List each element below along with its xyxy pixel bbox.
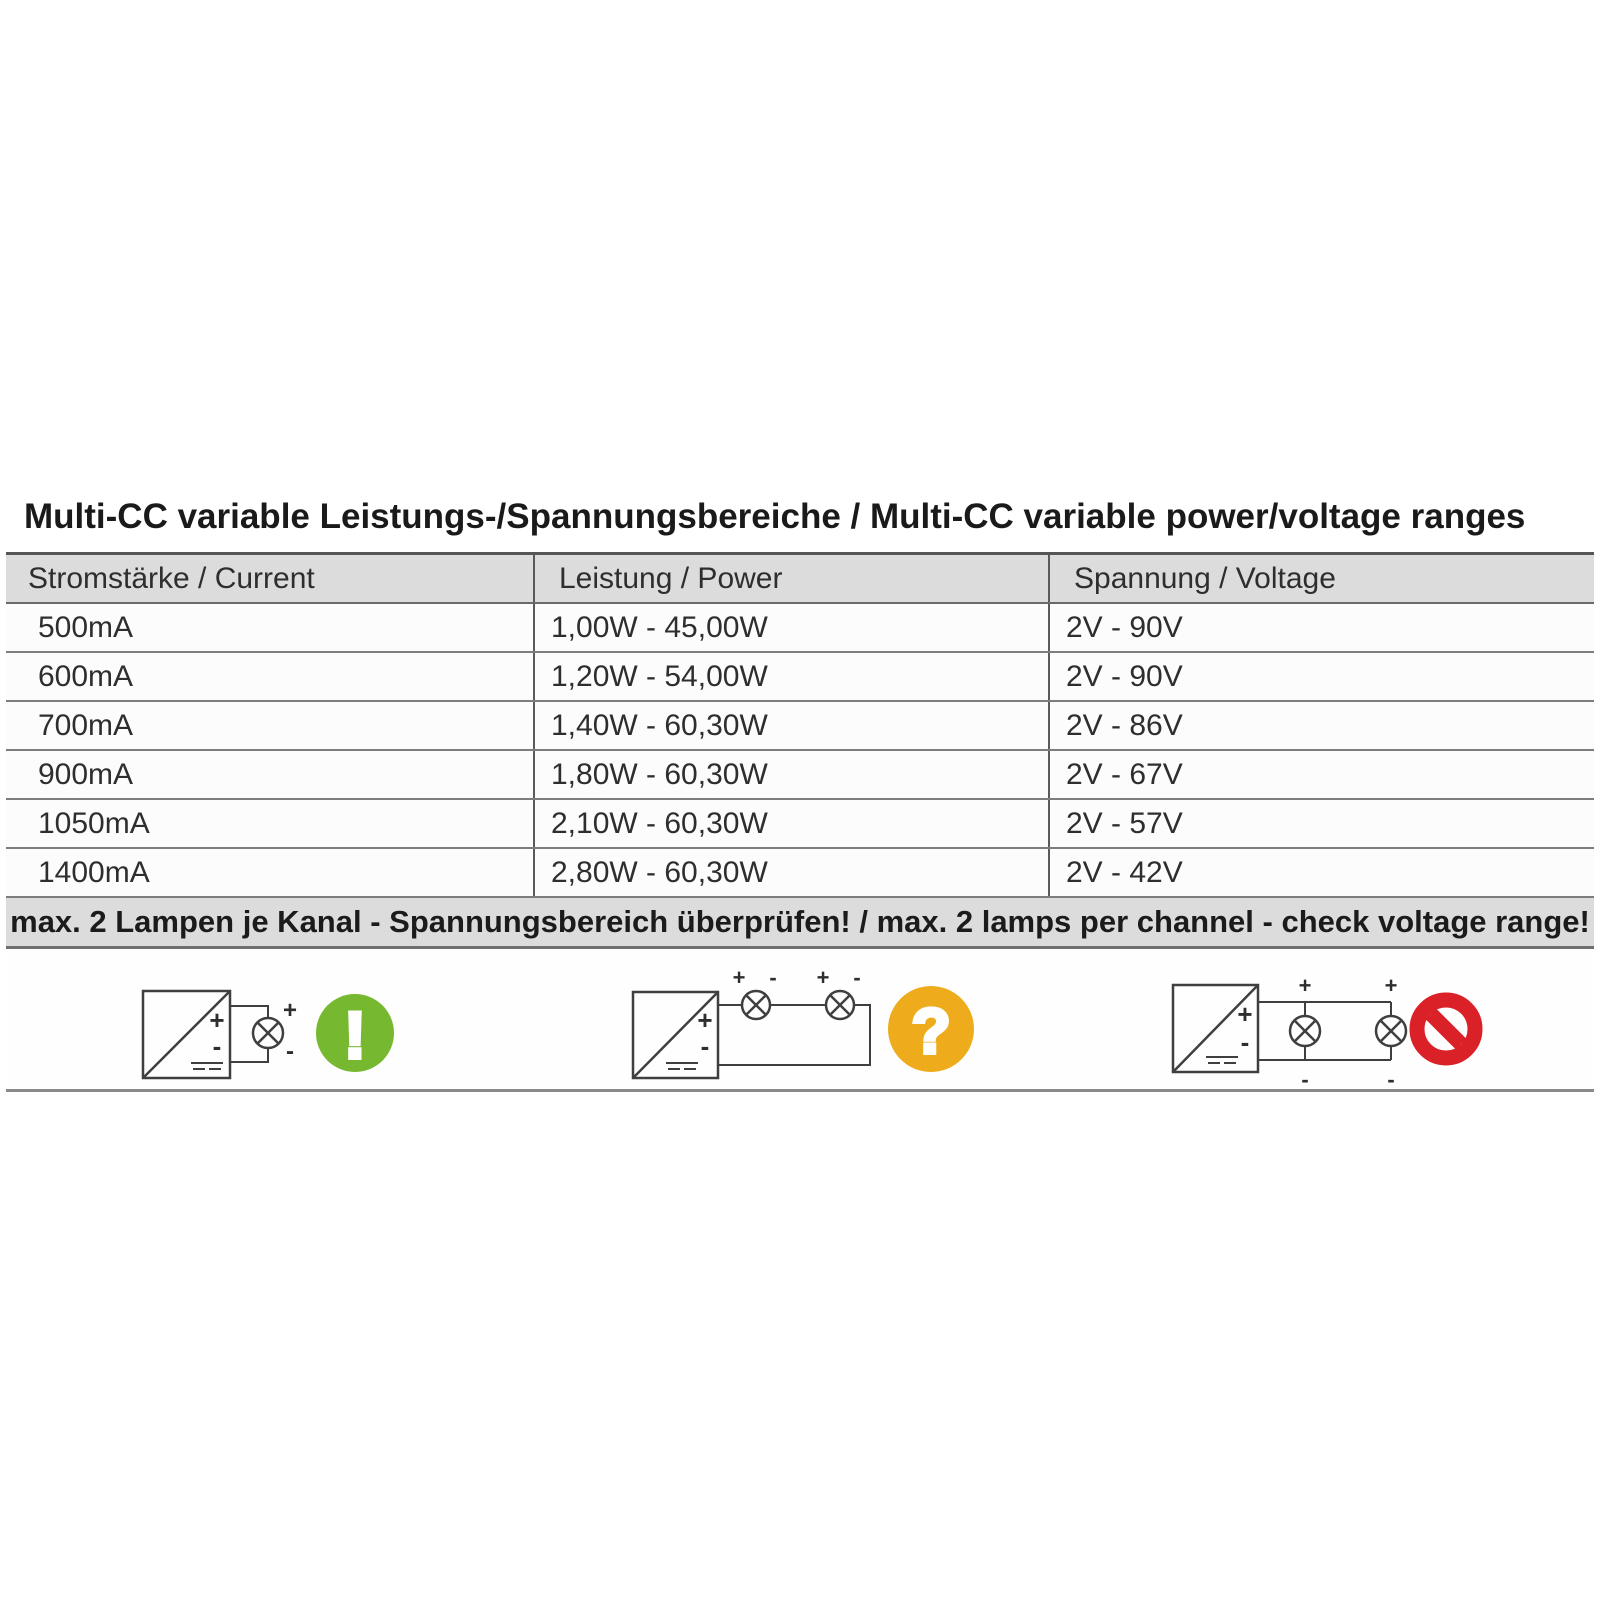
lamp-icon [1376,1016,1406,1046]
wiring-diagrams-strip [6,949,1594,1092]
power-voltage-table [6,552,1594,898]
cell-power: 1,20W - 54,00W [533,653,1048,700]
polarity-label: - [853,965,861,990]
cell-current: 1050mA [38,806,150,840]
ok-exclamation-icon [316,994,394,1072]
wire [230,1006,268,1062]
exclamation-glyph: ! [344,998,366,1072]
dc-symbol-icon [1206,1057,1238,1063]
polarity-label: + [732,965,746,990]
cell-current: 500mA [38,610,134,644]
wire [1258,1002,1391,1060]
polarity-label: + [1237,999,1253,1029]
wire [718,1005,870,1065]
lamp-icon [1290,1016,1320,1046]
question-icon [888,986,974,1072]
cell-voltage: 2V - 90V [1048,604,1594,651]
lamp-icon [826,991,854,1019]
lamp-icon [253,1018,283,1048]
lamp-icon [742,991,770,1019]
cell-power: 1,40W - 60,30W [533,702,1048,749]
header-power: Leistung / Power [533,555,1048,602]
polarity-label: + [816,965,830,990]
polarity-label: + [209,1005,225,1035]
table-row [6,702,1594,751]
cell-current: 1400mA [38,855,150,889]
polarity-label: - [1301,1067,1309,1089]
polarity-label: - [700,1031,710,1061]
header-voltage: Spannung / Voltage [1048,555,1594,602]
polarity-label: - [1387,1067,1395,1089]
cell-voltage: 2V - 86V [1048,702,1594,749]
cell-current: 600mA [38,659,134,693]
cell-power: 2,10W - 60,30W [533,800,1048,847]
polarity-label: + [1384,973,1398,998]
table-header-row [6,555,1594,604]
header-current: Stromstärke / Current [28,561,315,595]
table-row [6,653,1594,702]
polarity-label: - [1240,1027,1250,1057]
diagram-two-lamps-series [633,965,974,1078]
wiring-diagrams-svg [6,949,1594,1089]
dc-symbol-icon [191,1063,223,1069]
table-row [6,849,1594,898]
cell-voltage: 2V - 90V [1048,653,1594,700]
cell-voltage: 2V - 42V [1048,849,1594,896]
polarity-label: - [769,965,777,990]
page-title: Multi-CC variable Leistungs-/Spannungsbereiche / Multi-CC variable power/voltage ranges [24,497,1526,536]
warning-banner: max. 2 Lampen je Kanal - Spannungsbereich überprüfen! / max. 2 lamps per channel - check voltage range! [6,898,1594,949]
cell-power: 1,00W - 45,00W [533,604,1048,651]
polarity-label: + [282,997,298,1024]
polarity-label: + [1298,973,1312,998]
table-row [6,751,1594,800]
dc-symbol-icon [666,1063,698,1069]
diagram-single-lamp [143,991,394,1078]
cell-current: 700mA [38,708,134,742]
cell-current: 900mA [38,757,134,791]
table-row [6,800,1594,849]
cell-voltage: 2V - 67V [1048,751,1594,798]
table-row [6,604,1594,653]
cell-voltage: 2V - 57V [1048,800,1594,847]
polarity-label: - [212,1031,222,1061]
cell-power: 1,80W - 60,30W [533,751,1048,798]
polarity-label: - [286,1038,294,1065]
content-block [6,552,1594,1092]
cell-power: 2,80W - 60,30W [533,849,1048,896]
diagram-two-lamps-parallel [1173,973,1475,1089]
question-glyph: ? [911,995,951,1067]
prohibition-icon [1417,1000,1475,1058]
polarity-label: + [697,1005,713,1035]
